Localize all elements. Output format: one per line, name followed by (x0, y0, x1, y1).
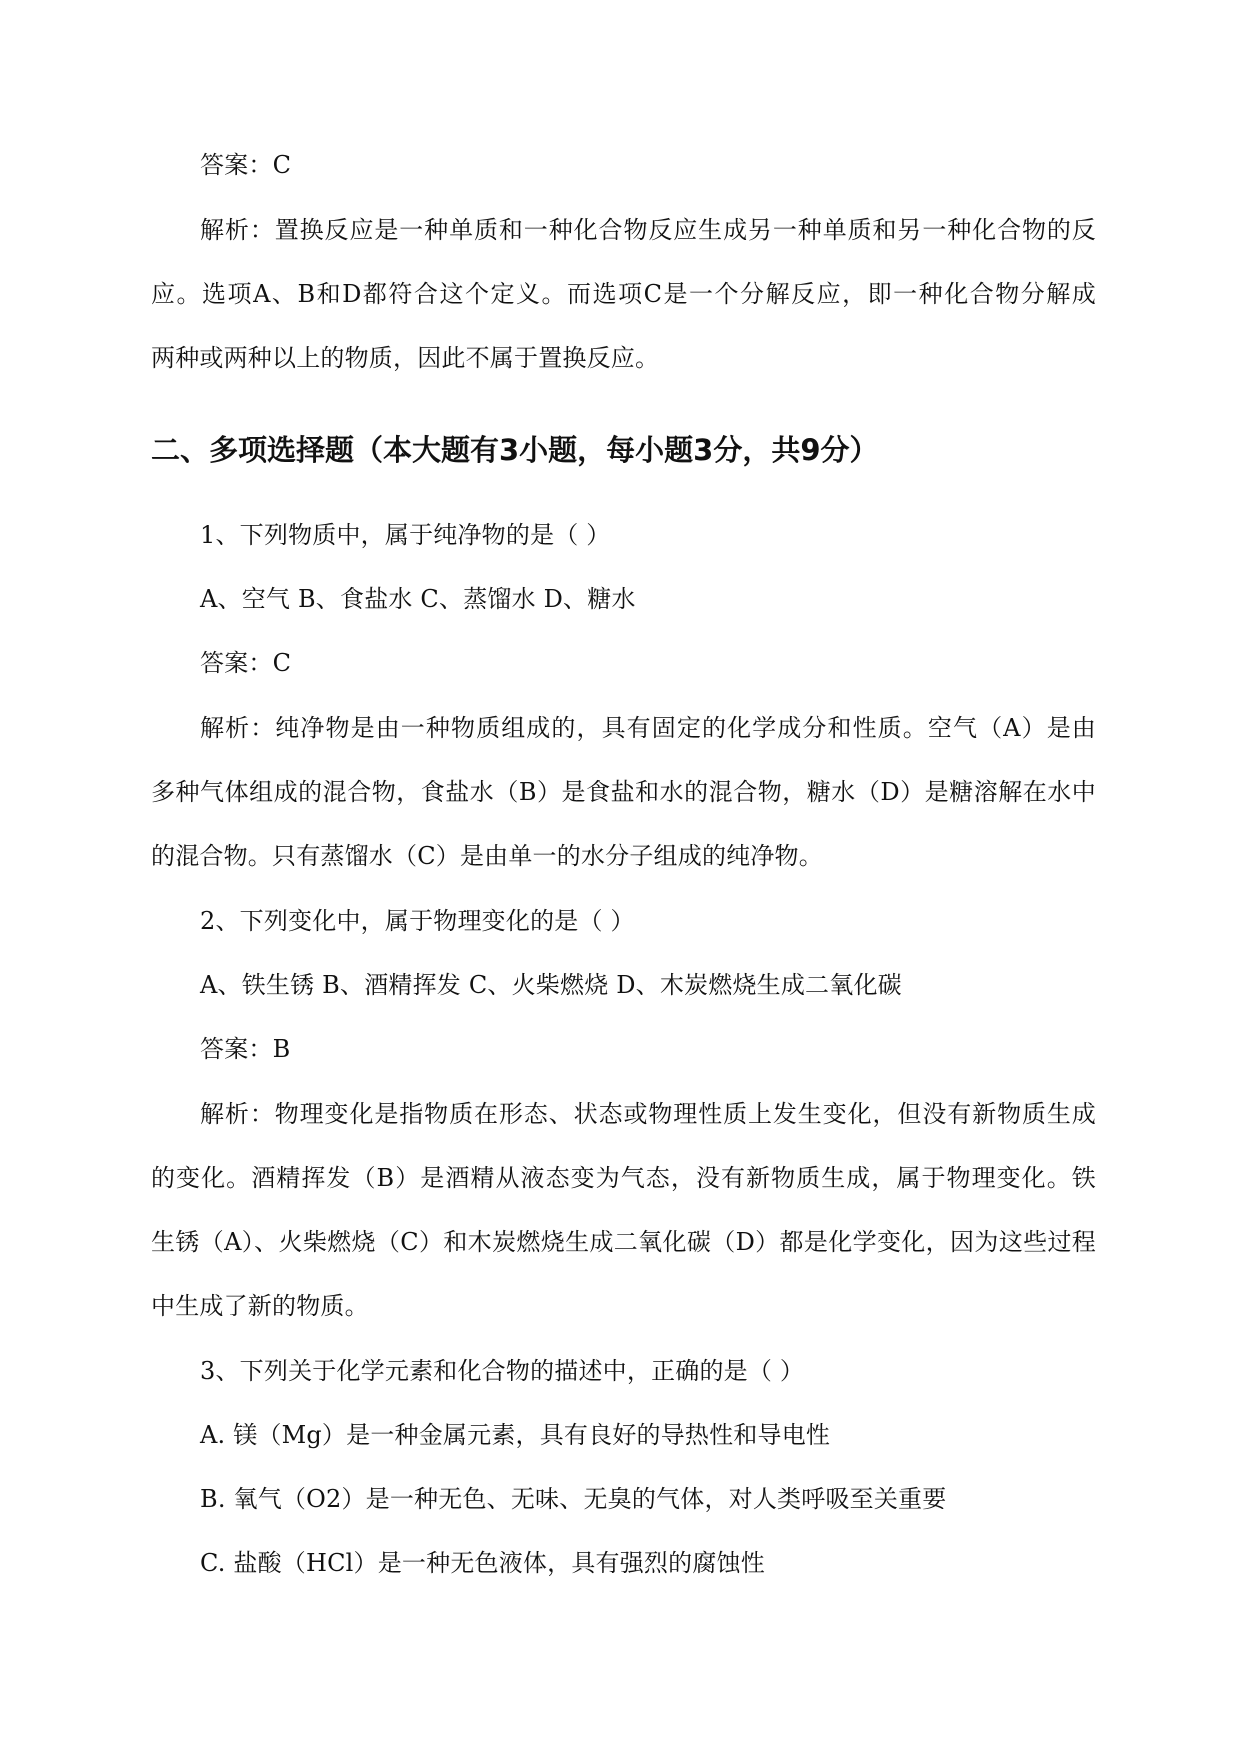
explanation-line: 的混合物。只有蒸馏水（C）是由单一的水分子组成的纯净物。 (151, 842, 823, 870)
explanation-line: 解析：物理变化是指物质在形态、状态或物理性质上发生变化，但没有新物质生成 (200, 1100, 1096, 1128)
explanation-line: 两种或两种以上的物质，因此不属于置换反应。 (151, 344, 660, 372)
explanation-line: 应。选项A、B和D都符合这个定义。而选项C是一个分解反应，即一种化合物分解成 (151, 280, 1096, 308)
question-options: A、铁生锈 B、酒精挥发 C、火柴燃烧 D、木炭燃烧生成二氧化碳 (200, 971, 902, 999)
explanation-line: 解析：置换反应是一种单质和一种化合物反应生成另一种单质和另一种化合物的反 (200, 216, 1096, 244)
question-stem: 1、下列物质中，属于纯净物的是（ ） (200, 521, 611, 549)
answer-text: 答案：C (200, 151, 292, 179)
question-options: A、空气 B、食盐水 C、蒸馏水 D、糖水 (200, 585, 636, 613)
explanation-line: 生锈（A）、火柴燃烧（C）和木炭燃烧生成二氧化碳（D）都是化学变化，因为这些过程 (151, 1228, 1096, 1256)
option-b: B. 氧气（O2）是一种无色、无味、无臭的气体，对人类呼吸至关重要 (200, 1485, 947, 1513)
option-c: C. 盐酸（HCl）是一种无色液体，具有强烈的腐蚀性 (200, 1549, 765, 1577)
explanation-line: 多种气体组成的混合物，食盐水（B）是食盐和水的混合物，糖水（D）是糖溶解在水中 (151, 778, 1096, 806)
answer-text: 答案：C (200, 649, 292, 677)
option-a: A. 镁（Mg）是一种金属元素，具有良好的导热性和导电性 (200, 1421, 831, 1449)
question-stem: 3、下列关于化学元素和化合物的描述中，正确的是（ ） (200, 1357, 805, 1385)
answer-text: 答案：B (200, 1035, 291, 1063)
explanation-line: 的变化。酒精挥发（B）是酒精从液态变为气态，没有新物质生成，属于物理变化。铁 (151, 1164, 1096, 1192)
explanation-line: 解析：纯净物是由一种物质组成的，具有固定的化学成分和性质。空气（A）是由 (200, 714, 1096, 742)
section-heading: 二、多项选择题（本大题有3小题，每小题3分，共9分） (151, 433, 879, 467)
explanation-line: 中生成了新的物质。 (151, 1292, 369, 1320)
question-stem: 2、下列变化中，属于物理变化的是（ ） (200, 907, 635, 935)
